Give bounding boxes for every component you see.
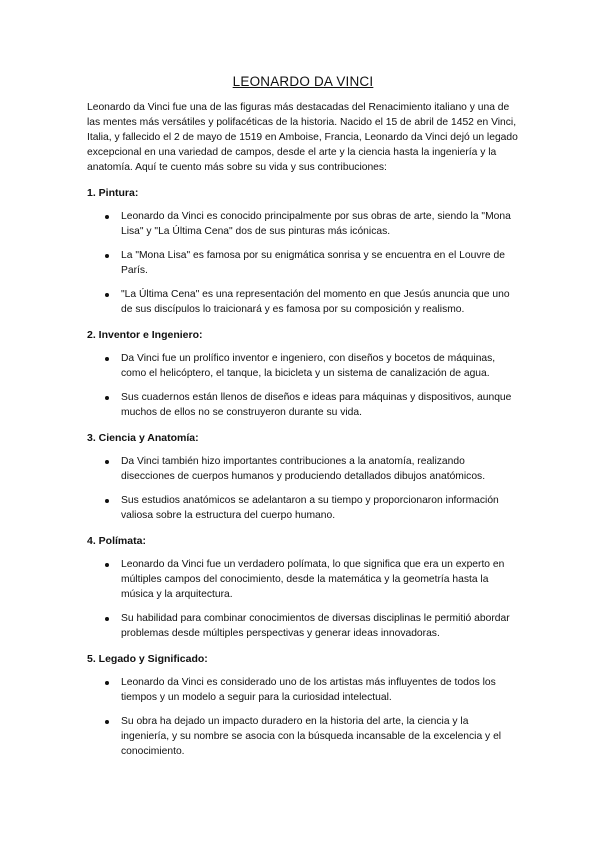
section-heading: 4. Polímata:	[87, 535, 146, 547]
list-item	[87, 611, 519, 641]
list-item	[87, 287, 519, 317]
list-item-text: La "Mona Lisa" es famosa por su enigmática sonrisa y se encuentra en el Louvre de París.	[121, 250, 505, 276]
section-heading: 1. Pintura:	[87, 187, 139, 199]
list-item	[87, 454, 519, 484]
section-polymath	[87, 534, 519, 641]
bullet-list	[87, 557, 519, 641]
section-heading: 3. Ciencia y Anatomía:	[87, 432, 199, 444]
list-item	[87, 493, 519, 523]
bullet-list	[87, 209, 519, 317]
bullet-icon	[105, 617, 109, 621]
bullet-icon	[105, 215, 109, 219]
list-item-text: Sus estudios anatómicos se adelantaron a su tiempo y proporcionaron información valiosa sobre la estructura del cuerpo humano.	[121, 495, 499, 521]
section-inventor	[87, 328, 519, 420]
list-item-text: Leonardo da Vinci es conocido principalmente por sus obras de arte, siendo la "Mona Lisa" y "La Última Cena" dos de sus pinturas más icónicas.	[121, 211, 511, 237]
bullet-list	[87, 675, 519, 759]
list-item	[87, 209, 519, 239]
list-item-text: Su obra ha dejado un impacto duradero en la historia del arte, la ciencia y la ingeniería, y su nombre se asocia con la búsqueda incansable de la excelencia y el conocimiento.	[121, 716, 502, 757]
bullet-icon	[105, 499, 109, 503]
list-item	[87, 351, 519, 381]
bullet-icon	[105, 254, 109, 258]
section-legacy	[87, 652, 519, 759]
intro-paragraph: Leonardo da Vinci fue una de las figuras más destacadas del Renacimiento italiano y una de las mentes más versátiles y polifacéticas de la historia. Nacido el 15 de abril de 1452 en Vinci, Italia, y fallecido el 2 de mayo de 1519 en Amboise, Francia, Leonardo da Vinci dejó un legado excepcional en una variedad de campos, desde el arte y la ciencia hasta la ingeniería y la anatomía. Aquí te cuento más sobre su vida y sus contribuciones:	[87, 102, 518, 173]
bullet-icon	[105, 293, 109, 297]
list-item	[87, 714, 519, 759]
list-item	[87, 390, 519, 420]
section-heading: 2. Inventor e Ingeniero:	[87, 329, 203, 341]
bullet-list	[87, 351, 519, 420]
list-item-text: Leonardo da Vinci es considerado uno de los artistas más influyentes de todos los tiempos y un modelo a seguir para la curiosidad intelectual.	[121, 677, 496, 703]
bullet-icon	[105, 720, 109, 724]
section-painting	[87, 186, 519, 317]
list-item	[87, 557, 519, 602]
bullet-icon	[105, 460, 109, 464]
bullet-icon	[105, 681, 109, 685]
list-item-text: Su habilidad para combinar conocimientos de diversas disciplinas le permitió abordar problemas desde múltiples perspectivas y generar ideas innovadoras.	[121, 613, 510, 639]
document-page	[87, 74, 519, 770]
bullet-icon	[105, 563, 109, 567]
bullet-icon	[105, 357, 109, 361]
list-item-text: "La Última Cena" es una representación del momento en que Jesús anuncia que uno de sus discípulos lo traicionará y es famosa por su composición y realismo.	[121, 289, 510, 315]
list-item-text: Da Vinci fue un prolífico inventor e ingeniero, con diseños y bocetos de máquinas, como el helicóptero, el tanque, la bicicleta y un sistema de canalización de agua.	[121, 353, 496, 379]
list-item-text: Leonardo da Vinci fue un verdadero polímata, lo que significa que era un experto en múltiples campos del conocimiento, desde la matemática y la geometría hasta la música y la arquitectura.	[121, 559, 505, 600]
section-science	[87, 431, 519, 523]
list-item-text: Sus cuadernos están llenos de diseños e ideas para máquinas y dispositivos, aunque muchos de ellos no se construyeron durante su vida.	[121, 392, 512, 418]
page-title: LEONARDO DA VINCI	[232, 74, 374, 89]
section-heading: 5. Legado y Significado:	[87, 653, 208, 665]
bullet-list	[87, 454, 519, 523]
list-item-text: Da Vinci también hizo importantes contribuciones a la anatomía, realizando disecciones de cuerpos humanos y produciendo detallados dibujos anatómicos.	[121, 456, 486, 482]
bullet-icon	[105, 396, 109, 400]
list-item	[87, 675, 519, 705]
list-item	[87, 248, 519, 278]
